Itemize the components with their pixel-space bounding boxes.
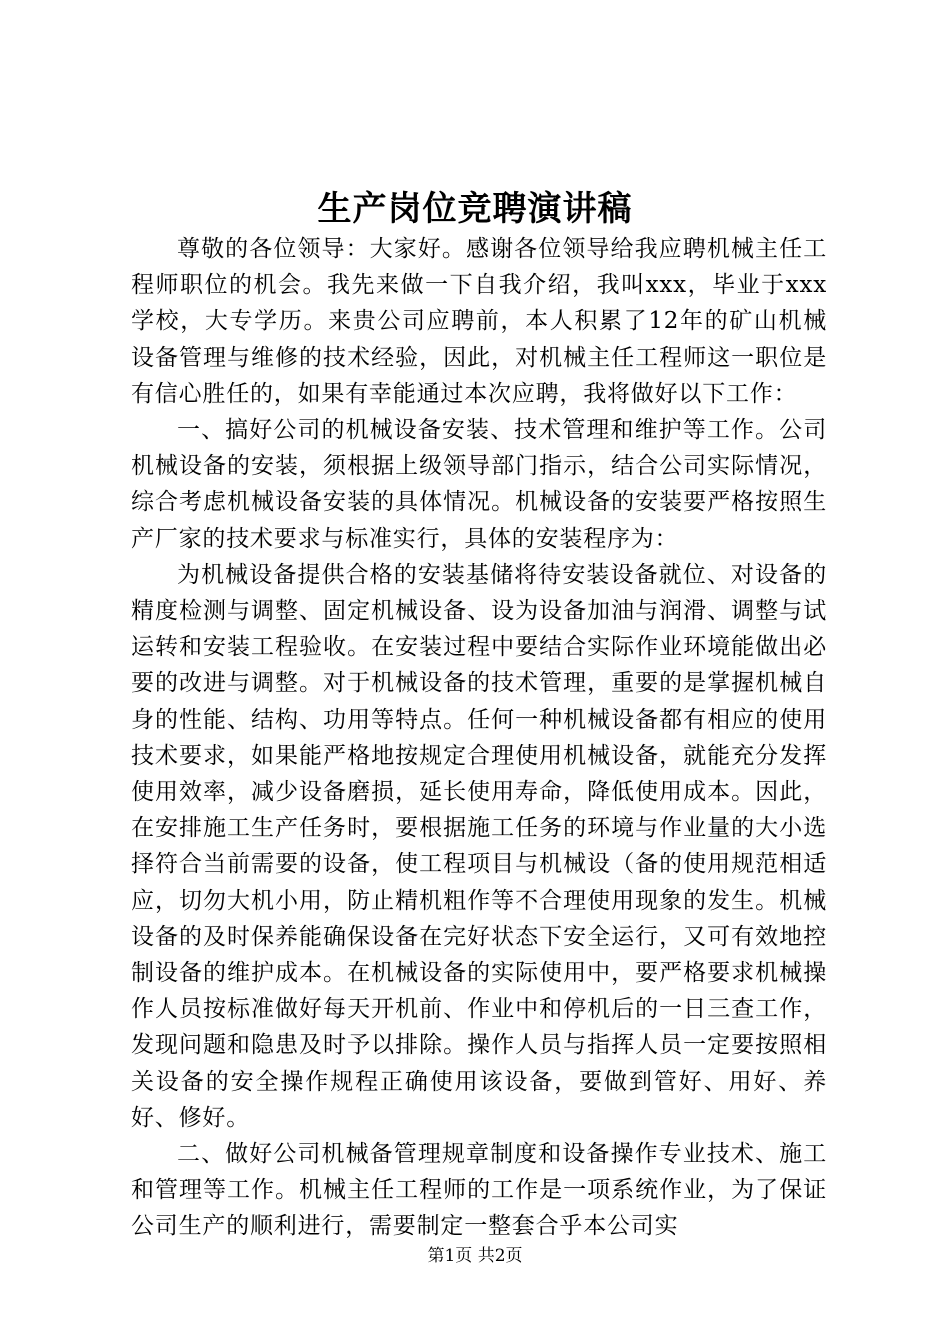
document-title: 生产岗位竞聘演讲稿 (317, 189, 633, 229)
paragraph-installation-details: 为机械设备提供合格的安装基储将待安装设备就位、对设备的精度检测与调整、固定机械设备、设为设备加油与润滑、调整与试运转和安装工程验收。在安装过程中要结合实际作业环境能做出必要的改进与调整。对于机械设备的技术管理，重要的是掌握机械自身的性能、结构、功用等特点。任何一种机械设备都有相应的使用技术要求，如果能严格地按规定合理使用机械设备，就能充分发挥使用效率，减少设备磨损，延长使用寿命，降低使用成本。因此，在安排施工生产任务时，要根据施工任务的环境与作业量的大小选择符合当前需要的设备，使工程项目与机械设（备的使用规范相适应，切勿大机小用，防止精机粗作等不合理使用现象的发生。机械设备的及时保养能确保设备在完好状态下安全运行，又可有效地控制设备的维护成本。在机械设备的实际使用中，要严格要求机械操作人员按标准做好每天开机前、作业中和停机后的一日三查工作，发现问题和隐患及时予以排除。操作人员与指挥人员一定要按照相关设备的安全操作规程正确使用该设备，要做到管好、用好、养好、修好。 (131, 561, 827, 1131)
paragraph-section-one: 一、搞好公司的机械设备安装、技术管理和维护等工作。公司机械设备的安装，须根据上级领导部门指示，结合公司实际情况，综合考虑机械设备安装的具体情况。机械设备的安装要严格按照生产厂家的技术要求与标准实行，具体的安装程序为： (131, 417, 827, 552)
page-number-footer: 第1页 共2页 (427, 1246, 523, 1266)
paragraph-section-two: 二、做好公司机械备管理规章制度和设备操作专业技术、施工和管理等工作。机械主任工程师的工作是一项系统作业，为了保证公司生产的顺利进行，需要制定一整套合乎本公司实 (131, 1141, 827, 1240)
document-body (131, 231, 827, 1245)
paragraph-greeting: 尊敬的各位领导：大家好。感谢各位领导给我应聘机械主任工程师职位的机会。我先来做一下自我介绍，我叫xxx，毕业于xxx学校，大专学历。来贵公司应聘前，本人积累了12年的矿山机械设备管理与维修的技术经验，因此，对机械主任工程师这一职位是有信心胜任的，如果有幸能通过本次应聘，我将做好以下工作： (131, 236, 827, 407)
